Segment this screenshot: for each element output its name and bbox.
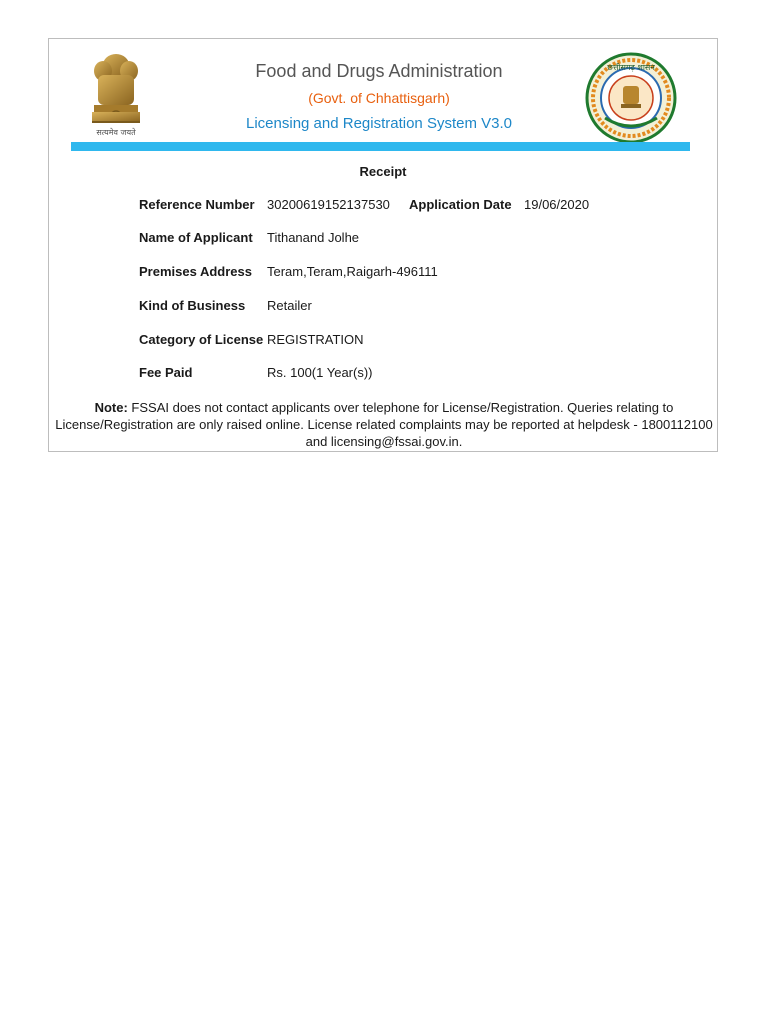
emblem-motto: सत्यमेव जयते — [96, 128, 136, 137]
chhattisgarh-seal-icon — [585, 52, 677, 144]
fee-paid-value: Rs. 100(1 Year(s)) — [267, 365, 373, 380]
kind-of-business-label: Kind of Business — [139, 298, 246, 313]
note — [55, 399, 713, 450]
receipt-heading: Receipt — [359, 164, 407, 179]
fee-paid-label: Fee Paid — [139, 365, 193, 380]
reference-number-label: Reference Number — [139, 197, 255, 212]
national-emblem-icon — [85, 51, 147, 139]
note-text: FSSAI does not contact applicants over telephone for License/Registration. Queries relating to License/Registration are only raised online. License related complaints may be reported at helpdesk - 1800112100 and licensing@fssai.gov.in. — [55, 400, 713, 449]
system-name: Licensing and Registration System V3.0 — [246, 115, 512, 132]
kind-of-business-value: Retailer — [267, 298, 312, 313]
note-label: Note: — [94, 400, 128, 415]
gov-name: (Govt. of Chhattisgarh) — [308, 90, 450, 106]
reference-number-value: 30200619152137530 — [267, 197, 390, 212]
title-block — [209, 57, 549, 137]
license-category-label: Category of License — [139, 332, 264, 347]
application-date-value: 19/06/2020 — [524, 197, 590, 212]
license-category-value: REGISTRATION — [267, 332, 364, 347]
premises-address-value: Teram,Teram,Raigarh-496111 — [267, 264, 438, 279]
application-date-label: Application Date — [409, 197, 512, 212]
premises-address-label: Premises Address — [139, 264, 252, 279]
seal-text: छत्तीसगढ़ शासन — [607, 63, 655, 72]
org-name: Food and Drugs Administration — [255, 61, 503, 81]
applicant-name-label: Name of Applicant — [139, 230, 253, 245]
receipt-card — [48, 38, 718, 452]
header-divider-bar — [71, 142, 690, 151]
applicant-name-value: Tithanand Jolhe — [267, 230, 360, 245]
